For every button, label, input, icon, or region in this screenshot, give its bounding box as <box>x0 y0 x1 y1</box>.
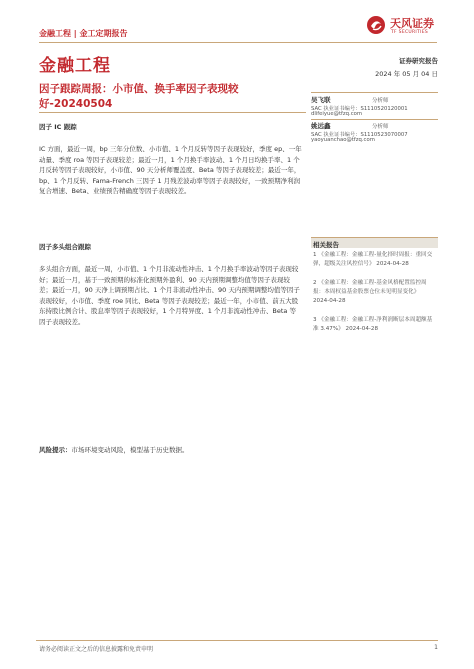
related-report-item[interactable]: 1 《金融工程：金融工程-量化择时周报：重回交弹，超级关注风控信号》 2024-04-28 <box>313 252 433 267</box>
header-divider <box>39 42 437 43</box>
logo-mark-icon <box>366 15 386 35</box>
analyst-role: 分析师 <box>372 98 389 104</box>
analyst-name: 吴飞联 <box>311 96 331 104</box>
section-title-long-portfolio: 因子多头组合跟踪 <box>39 243 91 251</box>
logo-text-en: TF SECURITIES <box>391 30 429 35</box>
analyst-license: SAC 执业证书编号：S1110523070007 <box>311 132 408 138</box>
report-type: 证券研究报告 <box>399 57 438 65</box>
page-title: 金融工程 <box>39 56 111 76</box>
analyst-name: 姚远鑫 <box>311 122 331 130</box>
related-reports-title: 相关报告 <box>313 241 339 249</box>
header-category: 金融工程 | 金工定期报告 <box>39 29 128 38</box>
footer-disclaimer: 请务必阅读正文之后的信息披露和免责申明 <box>39 646 154 653</box>
report-title: 因子跟踪周报：小市值、换手率因子表现较好-20240504 <box>39 83 239 110</box>
analyst-email[interactable]: yaoyuanchao@tfzq.com <box>311 137 375 143</box>
analyst-divider <box>311 92 438 93</box>
risk-warning <box>39 445 302 456</box>
related-report-item[interactable]: 3 《金融工程：金融工程-净利润断层本周超额基准 3.47%》 2024-04-28 <box>313 317 433 332</box>
analyst-role: 分析师 <box>372 124 389 130</box>
report-date: 2024 年 05 月 04 日 <box>375 70 438 78</box>
analyst-email[interactable]: dlifeiyue@tfzq.com <box>311 111 363 117</box>
section-title-ic: 因子 IC 跟踪 <box>39 123 77 131</box>
section-text-ic: IC 方面，最近一周，bp 三年分位数、小市值、1 个月反转等因子表现较好，季度 ep、一年动量、季度 roa 等因子表现较差；最近一月，1 个月换手率波动、1 个月日均换手率、1 个月反转等因子表现较好，小市值、90 天分析师覆盖度、Beta 等因子表现较差；最近一年，bp、1 个月反转、Fama-French 三因子 1 月残差波动率等因子表现较好，一致预期净利润复合增速、Beta、业绩预告精确度等因子表现较差。 <box>39 145 302 195</box>
analyst-divider <box>311 119 438 120</box>
footer-divider <box>36 640 438 641</box>
title-divider <box>39 112 306 113</box>
risk-text: 市场环境变动风险，模型基于历史数据。 <box>71 446 189 454</box>
page-number: 1 <box>434 644 438 651</box>
related-reports-header <box>311 237 438 248</box>
related-report-item[interactable]: 2 《金融工程：金融工程-基金风格配置监控周报：本周权益基金股票仓位未见明显变化》 2024-04-28 <box>313 280 427 304</box>
section-text-long-portfolio: 多头组合方面，最近一周，小市值、1 个月非流动性冲击、1 个月换手率波动等因子表现较好；最近一月，基于一致预期的标准化预期外盈利、90 天内预期调整均值等因子表现较差；最近一月，90 天净上调预期占比、1 个月非流动性冲击、90 天内预期调整均值等因子表现较好，小市值、季度 roe 同比、Beta 等因子表现较差；最近一年，小市值、前五大股东持股比例合计、股息率等因子表现较好，1 个月特异度、1 个月非流动性冲击、Beta 等因子表现较差。 <box>39 265 300 326</box>
logo-text-cn: 天风证券 <box>390 17 434 30</box>
company-logo <box>366 13 438 39</box>
analyst-license: SAC 执业证书编号：S1110520120001 <box>311 106 408 112</box>
risk-label: 风险提示： <box>39 446 72 454</box>
